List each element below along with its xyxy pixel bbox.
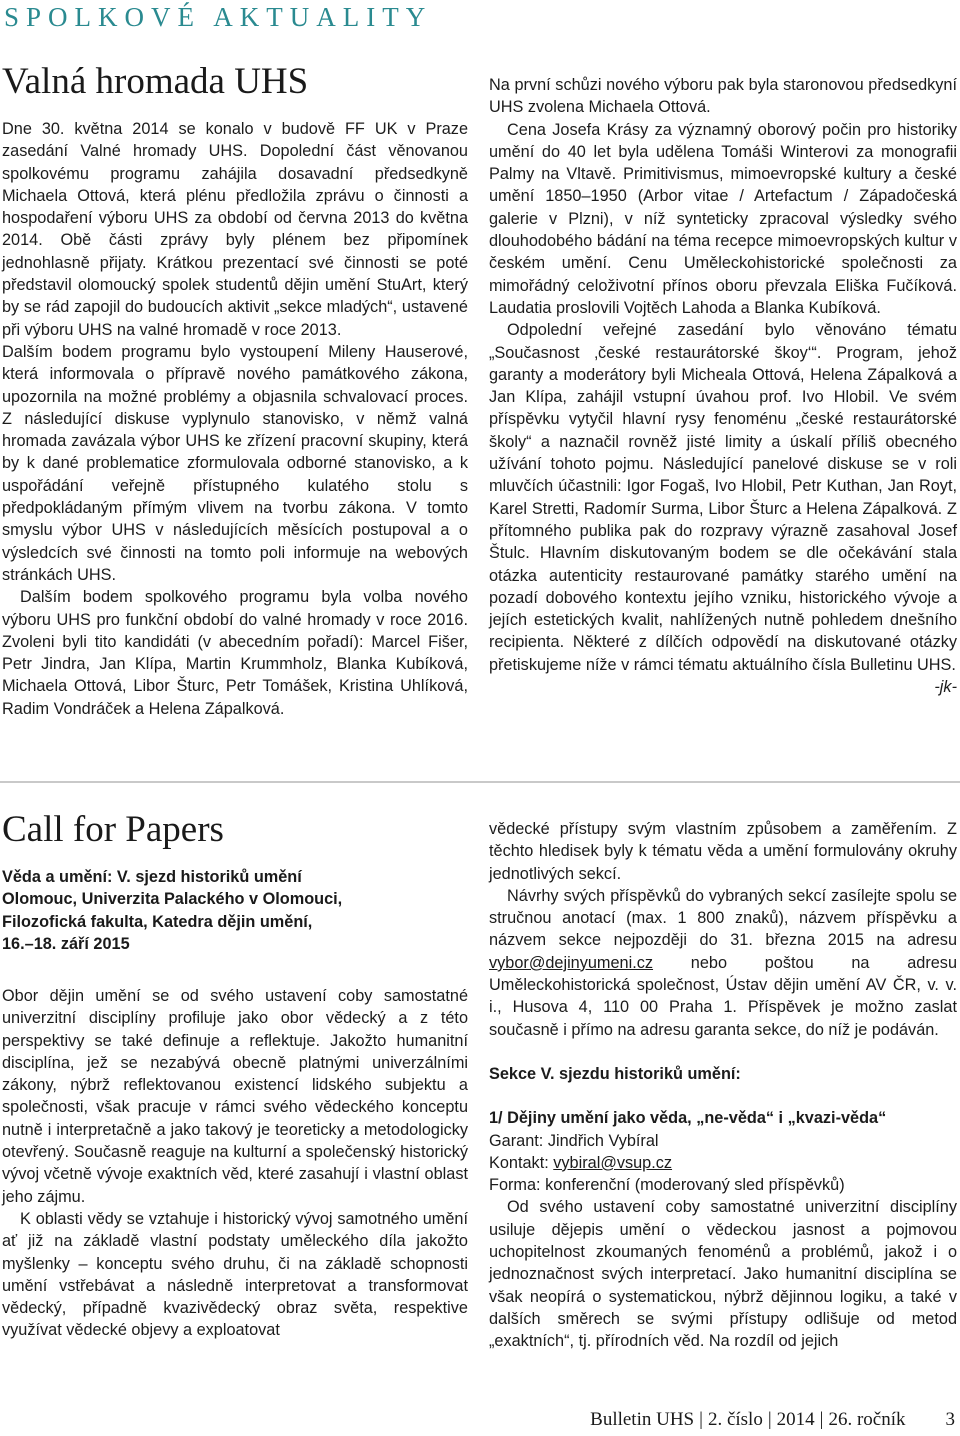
footer-publication: Bulletin UHS bbox=[590, 1409, 695, 1430]
article2-paragraph-3: vědecké přístupy svým vlastním způsobem a zaměřením. Z těchto hledisek byly k tématu věda a umění formulovány okruhy jednotlivých sekcí. bbox=[489, 820, 957, 883]
conference-name: Věda a umění: V. sjezd historiků umění bbox=[2, 868, 302, 886]
article2-paragraph-5: Od svého ustavení coby samostatné univerzitní disciplíny usiluje dějepis umění o vědeckou jasnost a pojmovou uchopitelnost zkoumaných fenoménů a problémů, jakož i o jednoznačnost svých interpretací. Jako humanitní disciplína se však neopírá o systematickou, nýbrž dějinnou logiku, a také v dalších směrech se svými přístupy odlišuje od metod „exaktních“, tj. přírodních věd. Na rozdíl od jejich bbox=[489, 1198, 957, 1351]
page-number: 3 bbox=[945, 1409, 955, 1430]
sections-heading: Sekce V. sjezdu historiků umění: bbox=[489, 1064, 741, 1083]
article2-left-column bbox=[2, 985, 468, 1342]
footer-separator: | bbox=[699, 1409, 703, 1430]
section-divider bbox=[0, 781, 960, 783]
submission-text-cont: nebo poštou na adresu Uměleckohistorická společnost, Ústav dějin umění AV ČR, v. v. i., Husova 4, 110 00 Praha 1. Příspěvek je možno zaslat současně i přímo na adresu garanta sekce, do níž je podáván. bbox=[489, 953, 957, 1039]
article1-paragraph-4: Na první schůzi nového výboru pak byla staronovou předsedkyní UHS zvolena Michaela Ottová. bbox=[489, 76, 957, 117]
footer-year: 2014 bbox=[776, 1409, 815, 1430]
spacer bbox=[489, 1085, 957, 1107]
contact-label: Kontakt: bbox=[489, 1153, 554, 1172]
article2-paragraph-4 bbox=[489, 885, 957, 1041]
footer-issue: 2. číslo bbox=[707, 1409, 763, 1430]
footer-separator: | bbox=[819, 1409, 824, 1430]
section-contact bbox=[489, 1152, 957, 1174]
conference-faculty: Filozofická fakulta, Katedra dějin umění, bbox=[2, 912, 313, 931]
article2-paragraph-1: Obor dějin umění se od svého ustavení coby samostatné univerzitní disciplíny profiluje jako obor vědecký a z této perspektivy se také definuje a reflektuje. Jakožto humanitní disciplína, jež se nezabývá obecně platnými univerzálními zákony, nýbrž reflektovanou existencí lidského subjektu a společnosti, však pracuje v rámci svého vědeckého konceptu nutně i interpretačně a jako takový je teoreticky a metodologicky otevřený. Současně reaguje na kulturní a společenský historický vývoj včetně vývoje exaktních věd, které zasahují i vlastní oblast jeho zájmu. bbox=[2, 987, 468, 1206]
article1-right-column bbox=[489, 74, 957, 698]
email-link-vybor[interactable]: vybor@dejinyumeni.cz bbox=[489, 953, 654, 972]
section-label: SPOLKOVÉ AKTUALITY bbox=[4, 2, 433, 32]
article2-right-column bbox=[489, 818, 957, 1353]
footer-separator: | bbox=[767, 1409, 772, 1430]
conference-venue: Olomouc, Univerzita Palackého v Olomouci, bbox=[2, 890, 343, 909]
section-item-title: 1/ Dějiny umění jako věda, „ne-věda“ i „kvazi-věda“ bbox=[489, 1109, 887, 1128]
conference-info bbox=[2, 866, 472, 955]
article-title-valna-hromada: Valná hromada UHS bbox=[2, 61, 309, 102]
page-footer bbox=[295, 1409, 955, 1431]
author-signature: -jk- bbox=[934, 678, 957, 697]
email-link-vybiral[interactable]: vybiral@vsup.cz bbox=[553, 1153, 673, 1172]
spacer bbox=[489, 1041, 957, 1063]
section-form: Forma: konferenční (moderovaný sled příspěvků) bbox=[489, 1176, 845, 1195]
article2-paragraph-2: K oblasti vědy se vztahuje i historický vývoj samotného umění ať již na základě vlastní podstaty uměleckého díla jakožto myšlenky – konceptu svého druhu, či na základě schopnosti umění vstřebávat a následně interpretovat a transformovat vědecký, případně kvazivědecký obraz světa, respektive využívat vědecké objevy a exploatovat bbox=[2, 1209, 468, 1340]
article-title-call-for-papers: Call for Papers bbox=[2, 809, 224, 850]
footer-volume: 26. ročník bbox=[828, 1409, 906, 1430]
article1-paragraph-2: Dalším bodem programu bylo vystoupení Mileny Hauserové, která informovala o přípravě nového památkového zákona, upozornila na možné problémy a objasnila schvalovací proces. Z následující diskuse vyplynulo stanovisko, v němž valná hromada zavázala výbor UHS ke zřízení pracovní skupiny, která by k dané problematice zformulovala odborné stanovisko, a k uspořádání veřejně přístupného kulatého stolu s předpokládaným přímým vlivem na tvorbu zákona. V tomto smyslu výbor UHS v následujících měsících postupoval a o výsledcích své činnosti na tomto poli informuje na webových stránkách UHS. bbox=[2, 342, 468, 584]
article1-paragraph-6 bbox=[489, 319, 957, 697]
submission-text: Návrhy svých příspěvků do vybraných sekcí zasílejte spolu se stručnou anotací (max. 1 800 znaků), názvem příspěvku a názvem sekce nejpozději do 31. března 2015 na adresu bbox=[489, 886, 957, 950]
section-guarantor: Garant: Jindřich Vybíral bbox=[489, 1131, 659, 1150]
conference-dates: 16.–18. září 2015 bbox=[2, 934, 130, 953]
article1-paragraph-1: Dne 30. května 2014 se konalo v budově FF UK v Praze zasedání Valné hromady UHS. Dopolední část věnovanou spolkovému programu zahájila dosavadní předsedkyně Michaela Ottová, která plénu předložila zprávu o činnosti a hospodaření výboru UHS za období od června 2013 do května 2014. Obě části zprávy byly plénem bez připomínek jednohlasně přijaty. Krátkou prezentací své činnosti se poté představil olomoucký spolek studentů dějin umění StuArt, který by se rád zapojil do budoucích aktivit „sekce mladých“, ustavené při výboru UHS na valné hromadě v roce 2013. bbox=[2, 120, 468, 339]
article1-left-column bbox=[2, 118, 468, 720]
article1-paragraph-5: Cena Josefa Krásy za významný oborový počin pro historiky umění do 40 let byla udělena Tomáši Winterovi za monografii Palmy na Vltavě. Primitivismus, mimoevropské kultury a české umění 1850–1950 (Arbor vitae / Artefactum / Západočeská galerie v Plzni), v níž synteticky zpracoval výsledky svého dlouhodobého bádání na téma recepce mimoevropských kultur v českém umění. Cenu Uměleckohistorické společnosti za mimořádný celoživotní přínos oboru převzala Eliška Fučíková. Laudatia proslovili Vojtěch Lahoda a Blanka Kubíková. bbox=[489, 120, 957, 317]
article1-paragraph-6-text: Odpolední veřejné zasedání bylo věnováno tématu „Současnost ‚české restaurátorské škoy‘“. Program, jehož garanty a moderátory byli Micheala Ottová, Helena Zápalková a Jan Klípa, zahájil vstupní úvahou prof. Ivo Hlobil. Ve svém příspěvku vytyčil hlavní rysy fenoménu „české restaurátorské školy“ a naznačil rovněž jisté limity a úskalí příliš obecného užívání tohoto pojmu. Následující panelové diskuse se v roli mluvčích účastnili: Igor Fogaš, Ivo Hlobil, Petr Kuthan, Jan Royt, Karel Stretti, Radomír Surma, Libor Šturc a Helena Zápalková. Z přítomného publika pak do rozpravy výrazně zasahoval Josef Štulc. Hlavním diskutovaným bodem se dle očekávání stala otázka autenticity restaurované památky starého umění na pozadí dobového kontextu jejího vzniku, historického vývoje a jejích estetických kvalit, nahlížených nutně pohledem dnešního recipienta. Některé z dílčích odpovědí na diskutované otázky přetiskujeme níže v rámci tématu aktuálního čísla Bulletinu UHS. bbox=[489, 321, 957, 674]
article1-paragraph-3: Dalším bodem spolkového programu byla volba nového výboru UHS pro funkční období do valné hromady v roce 2016. Zvoleni byli tito kandidáti (v abecedním pořadí): Marcel Fišer, Petr Jindra, Jan Klípa, Martin Krummholz, Blanka Kubíková, Michaela Ottová, Libor Šturc, Petr Tomášek, Kristina Uhlíková, Radim Vondráček a Helena Zápalková. bbox=[2, 588, 468, 718]
